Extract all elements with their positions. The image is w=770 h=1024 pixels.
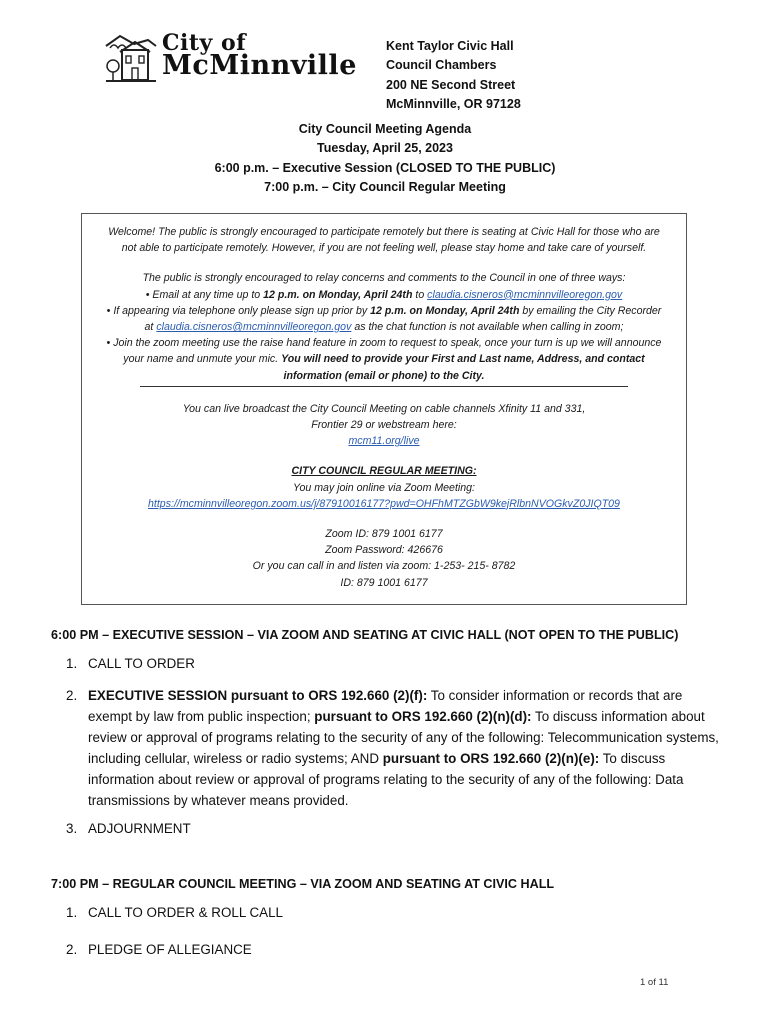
meeting-address xyxy=(386,37,521,114)
agenda-title xyxy=(0,120,770,198)
welcome-line: Welcome! The public is strongly encouraged to participate remotely but there is seating at Civic Hall for those who are xyxy=(108,226,660,238)
item-number: 2. xyxy=(66,688,78,703)
item-text: PLEDGE OF ALLEGIANCE xyxy=(88,942,252,957)
address-line: 200 NE Second Street xyxy=(386,77,516,92)
call-in-number: Or you can call in and listen via zoom: 1-253- 215- 8782 xyxy=(252,560,516,573)
zoom-option-cont: your name and unmute your mic. You will need to provide your First and Last name, Address, and contact xyxy=(123,353,645,366)
title-line: 6:00 p.m. – Executive Session (CLOSED TO THE PUBLIC) xyxy=(214,160,556,175)
recorder-email-link[interactable]: claudia.cisneros@mcminnvilleoregon.gov xyxy=(427,288,623,301)
address-line: McMinnville, OR 97128 xyxy=(386,96,521,111)
relay-intro: The public is strongly encouraged to relay concerns and comments to the Council in one of three ways: xyxy=(142,272,626,285)
zoom-option-cont-2: information (email or phone) to the City. xyxy=(283,369,485,382)
city-logo xyxy=(104,30,370,86)
email-option: • Email at any time up to 12 p.m. on Monday, April 24th to claudia.cisneros@mcminnvilleoregon.gov xyxy=(145,288,623,301)
page-number: 1 of 11 xyxy=(640,977,669,988)
item-number: 2. xyxy=(66,942,78,957)
welcome-line: not able to participate remotely. However, if you are not feeling well, please stay home and take care of yourself. xyxy=(121,242,647,255)
title-line: City Council Meeting Agenda xyxy=(298,122,472,136)
phone-option-cont: at claudia.cisneros@mcminnvilleoregon.gov as the chat function is not available when calling in zoom; xyxy=(144,321,624,334)
phone-option: • If appearing via telephone only please sign up prior by 12 p.m. on Monday, April 24th by emailing the City Recorder xyxy=(106,304,662,317)
zoom-password: Zoom Password: 426676 xyxy=(325,544,443,557)
broadcast-line: You can live broadcast the City Council Meeting on cable channels Xfinity 11 and 331, xyxy=(182,402,586,415)
regular-meeting-heading: 7:00 PM – REGULAR COUNCIL MEETING – VIA ZOOM AND SEATING AT CIVIC HALL xyxy=(51,877,555,891)
logo-city-of: City of xyxy=(162,30,247,56)
item-number: 1. xyxy=(66,656,78,671)
zoom-meeting-link[interactable]: https://mcminnvilleoregon.zoom.us/j/87910016177?pwd=OHFhMTZGbW9kejRlbnNVOGkvZ0JIQT09 xyxy=(148,497,620,510)
webstream-link[interactable]: mcm11.org/live xyxy=(348,435,420,448)
item-text: CALL TO ORDER & ROLL CALL xyxy=(88,905,283,920)
item-text: ADJOURNMENT xyxy=(88,821,191,836)
logo-mcminnville: McMinnville xyxy=(162,50,357,81)
address-line: Kent Taylor Civic Hall xyxy=(386,39,514,53)
regular-meeting-heading: CITY COUNCIL REGULAR MEETING: xyxy=(291,465,477,478)
civic-building-icon xyxy=(104,32,158,84)
public-notice-box xyxy=(81,213,687,605)
item-number: 1. xyxy=(66,905,78,920)
title-line: 7:00 p.m. – City Council Regular Meeting xyxy=(264,180,506,195)
zoom-join-text: You may join online via Zoom Meeting: xyxy=(293,481,475,494)
zoom-option: • Join the zoom meeting use the raise hand feature in zoom to request to speak, once your turn is up we will announce xyxy=(106,337,662,350)
zoom-id-2: ID: 879 1001 6177 xyxy=(340,576,428,589)
item-text: EXECUTIVE SESSION pursuant to ORS 192.660 (2)(f): To consider information or records that are exempt by law from public inspection; pursuant to ORS 192.660 (2)(n)(d): To discuss information about review or approval of programs relating to the security of any of the following: Telecommunication systems, including cellular, wireless or radio systems; AND pursuant to ORS 192.660 (2)(n)(e): To discuss information about review or approval of programs relating to the security of any of the following: Data transmissions by whatever means provided. xyxy=(88,688,719,808)
broadcast-line: Frontier 29 or webstream here: xyxy=(311,419,457,432)
executive-session-heading: 6:00 PM – EXECUTIVE SESSION – VIA ZOOM AND SEATING AT CIVIC HALL (NOT OPEN TO THE PUBLIC) xyxy=(51,628,679,642)
zoom-id: Zoom ID: 879 1001 6177 xyxy=(325,528,443,541)
item-number: 3. xyxy=(66,821,78,836)
address-line: Council Chambers xyxy=(386,58,497,73)
title-line: Tuesday, April 25, 2023 xyxy=(317,141,453,156)
recorder-email-link-2[interactable]: claudia.cisneros@mcminnvilleoregon.gov xyxy=(156,321,352,334)
item-text: CALL TO ORDER xyxy=(88,656,195,671)
